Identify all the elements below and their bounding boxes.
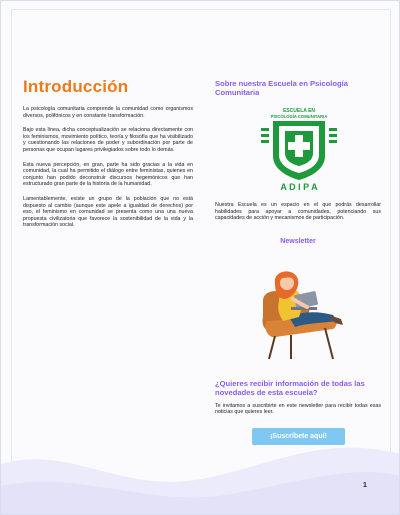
intro-paragraph: Bajo esta línea, dicha conceptualización se relaciona directamente con los feminismos, movimiento político, teoría y filosofía que ha visibilizado y cuestionando las relaciones de poder y subordinación por parte de personas que ocupan lugares privilegiados sobre todo lo demás. xyxy=(23,127,193,153)
logo-text-sub: PSICOLOGÍA COMUNITARIA xyxy=(270,114,328,119)
section-title-introduccion: Introducción xyxy=(23,77,129,96)
school-section-title: Sobre nuestra Escuela en Psicología Comunitaria xyxy=(215,79,348,97)
intro-paragraph: La psicología comunitaria comprende la comunidad como organismos diversos, polifónicos y en constante transformación. xyxy=(23,106,193,119)
logo-text-bottom: A D I P A xyxy=(280,182,318,192)
newsletter-question: ¿Quieres recibir información de todas las novedades de esta escuela? xyxy=(215,378,365,397)
intro-paragraph: Esta nueva percepción, en gran, parte ha sido gracias a la vida en comunidad, la cual ha permitido el diálogo entre feministas, quienes en conjunto han podido deconstruir discursos hegemónicos que han estructurado gran parte de la historia de la humanidad. xyxy=(23,161,193,188)
woman-reading-laptop-illustration xyxy=(245,261,355,361)
newsletter-invite-text: Te invitamos a suscribirte en este newsletter para recibir todas esas noticias que quieres leer. xyxy=(215,402,381,416)
intro-paragraph: Lamentablemente, existe un grupo de la población que no está dispuesto al cambio (aunque este apele a igualdad de derechos) por eso, el feminismo en comunidad se presenta como una una nueva propuesta civilizatoria que favorece la sostenibilidad de la vida y la transformación social. xyxy=(23,195,193,229)
right-column xyxy=(215,79,381,445)
logo-text-top: ESCUELA EN xyxy=(282,108,316,114)
subscribe-button[interactable]: ¡Suscríbete aquí! xyxy=(252,428,345,445)
newsletter-heading: Newsletter xyxy=(280,237,316,245)
school-description: Nuestra Escuela es un espacio en el que podrás desarrollar habilidades para apoyar a comunidades, potenciando sus capacidades de acción y mecanismos de participación. xyxy=(215,202,381,222)
intro-body xyxy=(23,106,193,237)
adipa-logo xyxy=(257,106,341,192)
page-number: 1 xyxy=(363,482,367,489)
